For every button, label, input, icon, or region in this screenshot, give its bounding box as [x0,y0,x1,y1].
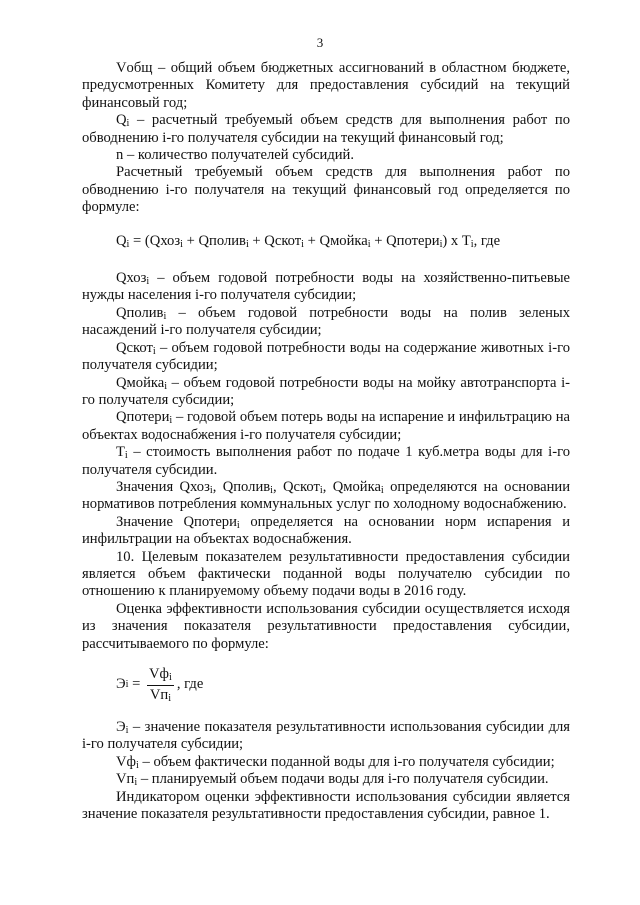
paragraph-formula-intro: Расчетный требуемый объем средств для выполнения работ по обводнению i-го получателя на текущий финансовый год определяется по формуле: [82,164,570,216]
definition-vf: $Vф_i$ – объем фактически поданной воды для i-го получателя субсидии; [116,753,555,771]
paragraph-section-10: 10. Целевым показателем результативности предоставления субсидии является объем фактически поданной воды получателю субсидии по отношению к планируемому объему подачи воды в 2016 году. [82,548,570,600]
definition-vp: $Vп_i$ – планируемый объем подачи воды для i-го получателя субсидии. [116,771,549,789]
fraction [147,666,174,704]
formula-efficiency: Э i = $\frac{Vф_i}{Vп_i}$ , где [116,666,204,704]
paragraph-evaluation: Оценка эффективности использования субсидии осуществляется исходя из значения показателя результативности предоставления субсидии, рассчитываемого по формуле: [82,600,570,652]
definition: – общий объем бюджетных ассигнований в областном бюджете, предусмотренных Комитету для предоставления субсидий на текущий финансовый год; [82,60,570,111]
subscript: i [126,118,130,130]
paragraph-indicator: Индикатором оценки эффективности использования субсидии является значение показателя результативности предоставления субсидии, равное 1. [82,788,570,823]
definition-qskot: Qскот$_i$ – объем годовой потребности воды на содержание животных i-го получателя субсидии; [82,339,570,374]
paragraph-values-norms: Значения Qхоз$_i$, Qполив$_i$, Qскот$_i$, Qмойка$_i$ определяются на основании нормативов потребления коммунальных услуг по холодному водоснабжению. [82,478,570,513]
term: Vобщ [116,60,153,76]
definition-qhoz: Qхоз$_i$ – объем годовой потребности воды на хозяйственно-питьевые нужды населения i-го получателя субсидии; [82,270,570,304]
definition-qpoteri: Qпотери$_i$ – годовой объем потерь воды на испарение и инфильтрацию на объектах водоснабжения i-го получателя субсидии; [82,409,570,443]
document-body [82,60,570,823]
paragraph-vobsh [82,60,570,112]
fraction-denominator: $Vп_i$ [149,686,172,704]
fraction-numerator: $Vф_i$ [147,666,174,685]
formula-qi: $Q_i$ = (Qхоз$_i$ + Qполив$_i$ + Qскот$_i$ + Qмойка$_i$ + Qпотери$_i$) х $Т_i$, где [116,232,501,250]
paragraph-n: n – количество получателей субсидий. [116,147,355,164]
page-number: 3 [316,35,324,50]
definition: – расчетный требуемый объем средств для выполнения работ по обводнению i-го получателя субсидии на текущий финансовый год; [82,112,570,146]
term: Q [116,112,127,129]
definition-qpoliv: Qполив$_i$ – объем годовой потребности воды на полив зеленых насаждений i-го получателя субсидии; [82,304,570,339]
definition-qmoika: Qмойка$_i$ – объем годовой потребности воды на мойку автотранспорта i-го получателя субсидии; [82,374,570,408]
paragraph-value-poteri: Значение Qпотери$_i$ определяется на основании норм испарения и инфильтрации на объектах водоснабжения. [82,513,571,548]
paragraph-qi [82,112,570,147]
definition-ti: $Т_i$ – стоимость выполнения работ по подаче 1 куб.метра воды для i-го получателя субсидии. [82,444,570,478]
definition-ei: $Э_i$ – значение показателя результативности использования субсидии для i-го получателя субсидии; [82,719,570,753]
